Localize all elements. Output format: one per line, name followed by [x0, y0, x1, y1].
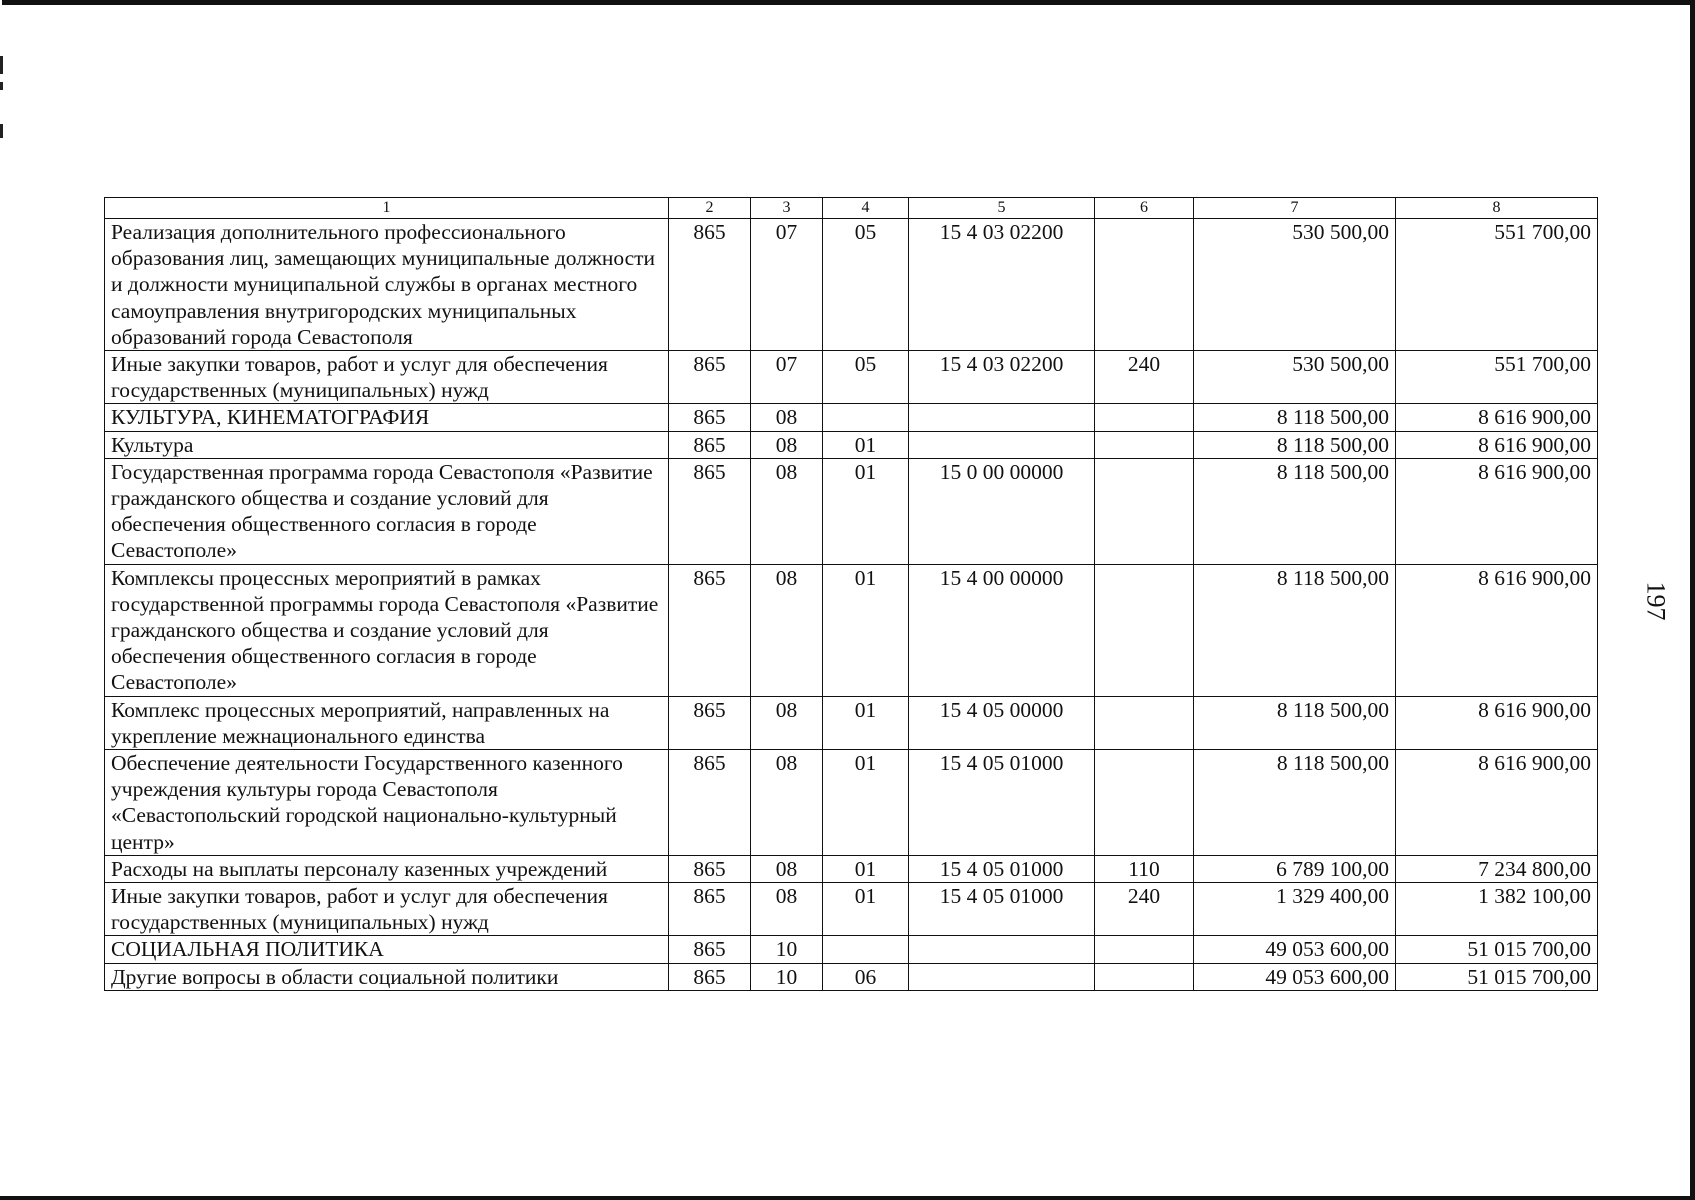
expense-type-cell: [1095, 431, 1194, 458]
column-header-6: 6: [1095, 198, 1194, 219]
amount-year2-cell: 8 616 900,00: [1396, 431, 1598, 458]
grbs-code-cell: 865: [669, 936, 751, 963]
row-name-cell: Комплекс процессных мероприятий, направленных на укрепление межнационального единства: [105, 696, 669, 749]
grbs-code-cell: 865: [669, 963, 751, 990]
subsection-code-cell: 06: [823, 963, 909, 990]
row-name-cell: Другие вопросы в области социальной политики: [105, 963, 669, 990]
table-row: [105, 936, 1598, 963]
table-row: [105, 564, 1598, 696]
amount-year2-cell: 8 616 900,00: [1396, 696, 1598, 749]
row-name-cell: Государственная программа города Севастополя «Развитие гражданского общества и создание условий для обеспечения общественного согласия в городе Севастополе»: [105, 458, 669, 564]
target-article-cell: 15 4 05 01000: [909, 883, 1095, 936]
table-row: [105, 696, 1598, 749]
expense-type-cell: [1095, 564, 1194, 696]
amount-year2-cell: 51 015 700,00: [1396, 963, 1598, 990]
subsection-code-cell: 01: [823, 431, 909, 458]
subsection-code-cell: 01: [823, 458, 909, 564]
column-header-8: 8: [1396, 198, 1598, 219]
subsection-code-cell: 01: [823, 855, 909, 882]
subsection-code-cell: 05: [823, 351, 909, 404]
amount-year2-cell: 8 616 900,00: [1396, 564, 1598, 696]
section-code-cell: 08: [751, 458, 823, 564]
row-name-cell: Комплексы процессных мероприятий в рамках государственной программы города Севастополя «Развитие гражданского общества и создание условий для обеспечения общественного согласия в городе Севастополе»: [105, 564, 669, 696]
section-code-cell: 08: [751, 696, 823, 749]
row-name-cell: КУЛЬТУРА, КИНЕМАТОГРАФИЯ: [105, 404, 669, 431]
grbs-code-cell: 865: [669, 883, 751, 936]
target-article-cell: 15 0 00 00000: [909, 458, 1095, 564]
amount-year1-cell: 8 118 500,00: [1194, 404, 1396, 431]
table-row: [105, 431, 1598, 458]
grbs-code-cell: 865: [669, 458, 751, 564]
expense-type-cell: [1095, 696, 1194, 749]
section-code-cell: 10: [751, 963, 823, 990]
grbs-code-cell: 865: [669, 404, 751, 431]
grbs-code-cell: 865: [669, 564, 751, 696]
subsection-code-cell: 01: [823, 696, 909, 749]
grbs-code-cell: 865: [669, 351, 751, 404]
subsection-code-cell: 01: [823, 883, 909, 936]
amount-year1-cell: 8 118 500,00: [1194, 458, 1396, 564]
grbs-code-cell: 865: [669, 750, 751, 856]
column-header-4: 4: [823, 198, 909, 219]
amount-year1-cell: 6 789 100,00: [1194, 855, 1396, 882]
expense-type-cell: 240: [1095, 351, 1194, 404]
expense-type-cell: [1095, 458, 1194, 564]
table-row: [105, 963, 1598, 990]
section-code-cell: 08: [751, 855, 823, 882]
grbs-code-cell: 865: [669, 855, 751, 882]
row-name-cell: Иные закупки товаров, работ и услуг для обеспечения государственных (муниципальных) нужд: [105, 351, 669, 404]
amount-year2-cell: 8 616 900,00: [1396, 750, 1598, 856]
subsection-code-cell: [823, 936, 909, 963]
subsection-code-cell: [823, 404, 909, 431]
section-code-cell: 08: [751, 883, 823, 936]
amount-year1-cell: 8 118 500,00: [1194, 750, 1396, 856]
column-header-5: 5: [909, 198, 1095, 219]
scan-border-top: [2, 0, 1690, 5]
amount-year2-cell: 7 234 800,00: [1396, 855, 1598, 882]
table-row: [105, 750, 1598, 856]
grbs-code-cell: 865: [669, 219, 751, 351]
subsection-code-cell: 05: [823, 219, 909, 351]
table-row: [105, 855, 1598, 882]
table-header-row: [105, 198, 1598, 219]
expense-type-cell: [1095, 219, 1194, 351]
expense-type-cell: [1095, 404, 1194, 431]
grbs-code-cell: 865: [669, 431, 751, 458]
row-name-cell: Расходы на выплаты персоналу казенных учреждений: [105, 855, 669, 882]
section-code-cell: 07: [751, 219, 823, 351]
grbs-code-cell: 865: [669, 696, 751, 749]
row-name-cell: Обеспечение деятельности Государственного казенного учреждения культуры города Севастополя «Севастопольский городской национально-культурный центр»: [105, 750, 669, 856]
amount-year2-cell: 8 616 900,00: [1396, 458, 1598, 564]
table-row: [105, 883, 1598, 936]
column-header-7: 7: [1194, 198, 1396, 219]
amount-year2-cell: 551 700,00: [1396, 351, 1598, 404]
target-article-cell: [909, 963, 1095, 990]
section-code-cell: 08: [751, 431, 823, 458]
amount-year1-cell: 49 053 600,00: [1194, 963, 1396, 990]
target-article-cell: 15 4 05 00000: [909, 696, 1095, 749]
amount-year2-cell: 8 616 900,00: [1396, 404, 1598, 431]
row-name-cell: СОЦИАЛЬНАЯ ПОЛИТИКА: [105, 936, 669, 963]
row-name-cell: Иные закупки товаров, работ и услуг для обеспечения государственных (муниципальных) нужд: [105, 883, 669, 936]
expense-type-cell: [1095, 963, 1194, 990]
amount-year1-cell: 530 500,00: [1194, 219, 1396, 351]
amount-year1-cell: 8 118 500,00: [1194, 564, 1396, 696]
amount-year1-cell: 8 118 500,00: [1194, 696, 1396, 749]
target-article-cell: [909, 936, 1095, 963]
scan-margin-mark: [0, 56, 3, 74]
section-code-cell: 08: [751, 750, 823, 856]
column-header-2: 2: [669, 198, 751, 219]
amount-year2-cell: 51 015 700,00: [1396, 936, 1598, 963]
table-body: [105, 198, 1598, 991]
amount-year1-cell: 8 118 500,00: [1194, 431, 1396, 458]
page-number: 197: [1641, 581, 1671, 621]
target-article-cell: [909, 431, 1095, 458]
column-header-3: 3: [751, 198, 823, 219]
subsection-code-cell: 01: [823, 564, 909, 696]
table-row: [105, 351, 1598, 404]
target-article-cell: 15 4 05 01000: [909, 750, 1095, 856]
subsection-code-cell: 01: [823, 750, 909, 856]
target-article-cell: 15 4 03 02200: [909, 351, 1095, 404]
table-row: [105, 219, 1598, 351]
row-name-cell: Культура: [105, 431, 669, 458]
section-code-cell: 08: [751, 404, 823, 431]
budget-table: [104, 197, 1598, 991]
scan-margin-mark: [0, 124, 3, 138]
target-article-cell: 15 4 00 00000: [909, 564, 1095, 696]
column-header-1: 1: [105, 198, 669, 219]
amount-year2-cell: 1 382 100,00: [1396, 883, 1598, 936]
table-row: [105, 404, 1598, 431]
amount-year1-cell: 1 329 400,00: [1194, 883, 1396, 936]
amount-year1-cell: 49 053 600,00: [1194, 936, 1396, 963]
scan-margin-mark: [0, 82, 3, 90]
amount-year1-cell: 530 500,00: [1194, 351, 1396, 404]
expense-type-cell: [1095, 750, 1194, 856]
section-code-cell: 08: [751, 564, 823, 696]
table-row: [105, 458, 1598, 564]
expense-type-cell: [1095, 936, 1194, 963]
scan-border-right: [1690, 0, 1695, 1200]
section-code-cell: 10: [751, 936, 823, 963]
expense-type-cell: 110: [1095, 855, 1194, 882]
target-article-cell: 15 4 05 01000: [909, 855, 1095, 882]
target-article-cell: 15 4 03 02200: [909, 219, 1095, 351]
section-code-cell: 07: [751, 351, 823, 404]
row-name-cell: Реализация дополнительного профессионального образования лиц, замещающих муниципальные должности и должности муниципальной службы в органах местного самоуправления внутригородских муниципальных образований города Севастополя: [105, 219, 669, 351]
scan-border-bottom: [0, 1196, 1695, 1200]
expense-type-cell: 240: [1095, 883, 1194, 936]
amount-year2-cell: 551 700,00: [1396, 219, 1598, 351]
target-article-cell: [909, 404, 1095, 431]
